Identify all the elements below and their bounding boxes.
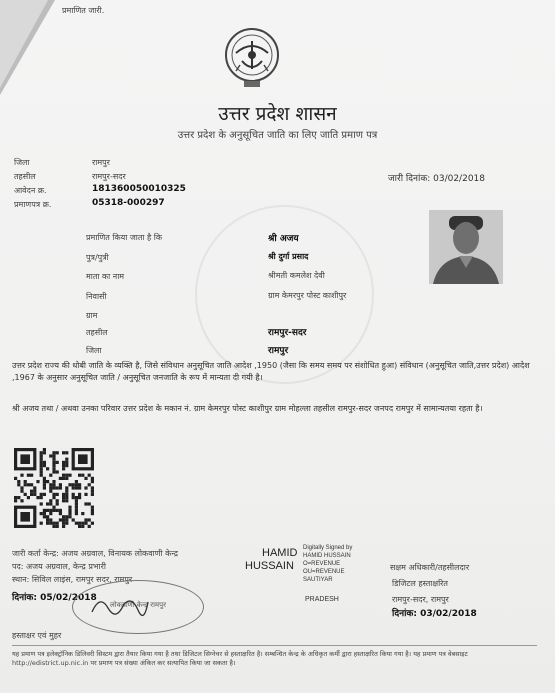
top-note: प्रमाणित जारी. bbox=[62, 6, 105, 15]
issuer-date: दिनांक: 05/02/2018 bbox=[12, 593, 97, 603]
meta-cert-no-label: प्रमाणपत्र क्र. bbox=[14, 200, 52, 209]
signature-scribble bbox=[90, 590, 150, 620]
meta-cert-no-value: 05318-000297 bbox=[92, 198, 165, 208]
father-label: पुत्र/पुत्री bbox=[86, 253, 109, 262]
meta-district-value: रामपुर bbox=[92, 158, 110, 167]
issuer-center: जारी कर्ता केन्द्र: अजय अग्रवाल, विनायक लोकवाणी केन्द्र bbox=[12, 549, 178, 558]
village-label: ग्राम bbox=[86, 311, 98, 320]
authority-digital: डिजिटल हस्ताक्षरित bbox=[392, 579, 448, 588]
details-district-label: जिला bbox=[86, 346, 102, 355]
mother-label: माता का नाम bbox=[86, 272, 125, 281]
digital-sign-state: PRADESH bbox=[305, 596, 339, 603]
meta-tehsil-label: तहसील bbox=[14, 172, 36, 181]
authority-title: सक्षम अधिकारी/तहसीलदार bbox=[390, 563, 470, 572]
residence-paragraph: श्री अजय तथा / अथवा उनका परिवार उत्तर प्रदेश के मकान नं. ग्राम केमरपुर पोस्ट काशीपुर ग्राम मोहल्ला तहसील रामपुर-सदर जनपद रामपुर में सामान्यतया रहता है। bbox=[12, 404, 483, 413]
meta-tehsil-value: रामपुर-सदर bbox=[92, 172, 126, 181]
details-intro: प्रमाणित किया जाता है कि bbox=[86, 233, 163, 242]
issuer-place: स्थान: सिविल लाइंस, रामपुर सदर, रामपुर bbox=[12, 575, 133, 584]
up-government-emblem bbox=[222, 25, 282, 91]
caste-paragraph: उत्तर प्रदेश राज्य की धोबी जाति के व्यक्ति है, जिसे संविधान अनुसूचित जाति आदेश ,1950 (जैसा कि समय समय पर संशोधित हुआ) संविधान (अनुसूचित जाति,उत्तर प्रदेश) आदेश ,1967 के अनुसार अनुसूचित जाति / अनुसूचित जनजाति के रूप में मान्यता दी गयी है। bbox=[12, 361, 530, 382]
mother-value: श्रीमती कमलेश देवी bbox=[268, 271, 325, 280]
digital-sign-name1: HAMID bbox=[262, 547, 298, 559]
applicant-photo bbox=[429, 210, 503, 284]
document-subtitle: उत्तर प्रदेश के अनुसूचित जाति का लिए जाति प्रमाण पत्र bbox=[177, 130, 378, 141]
qr-code bbox=[14, 448, 94, 528]
applicant-name: श्री अजय bbox=[268, 234, 299, 244]
meta-app-no-label: आवेदन क्र. bbox=[14, 186, 47, 195]
person-photo-icon bbox=[429, 210, 503, 284]
page-fold-inner bbox=[0, 0, 48, 88]
issuer-post: पद: अजय अग्रवाल, केन्द्र प्रभारी bbox=[12, 562, 106, 571]
resident-value: ग्राम केमरपुर पोस्ट काशीपुर bbox=[268, 291, 347, 300]
footer-note: यह प्रमाण पत्र इलेक्ट्रॉनिक डिलिवरी सिस्टम द्वारा तैयार किया गया है तथा डिजिटल सिग्नेचर से हस्ताक्षरित है। सम्बन्धित केन्द्र के अधिकृत कर्मी द्वारा हस्ताक्षरित किया गया है। यह प्रमाण पत्र वेबसाइट http://edistrict.up.nic.in पर प्रमाण पत्र संख्या अंकित कर सत्यापित किया जा सकता है। bbox=[12, 650, 468, 667]
footer-divider bbox=[12, 645, 537, 646]
stamp-text: लोकवाणी केन्द्र रामपुर bbox=[110, 601, 166, 609]
authority-date: दिनांक: 03/02/2018 bbox=[392, 609, 477, 619]
authority-place: रामपुर-सदर, रामपुर bbox=[392, 595, 449, 604]
digital-sign-text: Digitally Signed by HAMID HUSSAIN O=REVENUE OU=REVENUE SAUTIYAR bbox=[303, 545, 353, 583]
details-tehsil-value: रामपुर-सदर bbox=[268, 328, 307, 338]
resident-label: निवासी bbox=[86, 292, 107, 301]
details-district-value: रामपुर bbox=[268, 346, 289, 356]
father-value: श्री दुर्गा प्रसाद bbox=[268, 252, 309, 261]
meta-district-label: जिला bbox=[14, 158, 30, 167]
details-tehsil-label: तहसील bbox=[86, 328, 108, 337]
document-title: उत्तर प्रदेश शासन bbox=[218, 103, 337, 125]
meta-app-no-value: 181360050010325 bbox=[92, 184, 186, 194]
issue-date: जारी दिनांक: 03/02/2018 bbox=[388, 174, 485, 184]
signature-label: हस्ताक्षर एवं मुहर bbox=[12, 631, 62, 640]
digital-sign-name2: HUSSAIN bbox=[245, 560, 294, 572]
